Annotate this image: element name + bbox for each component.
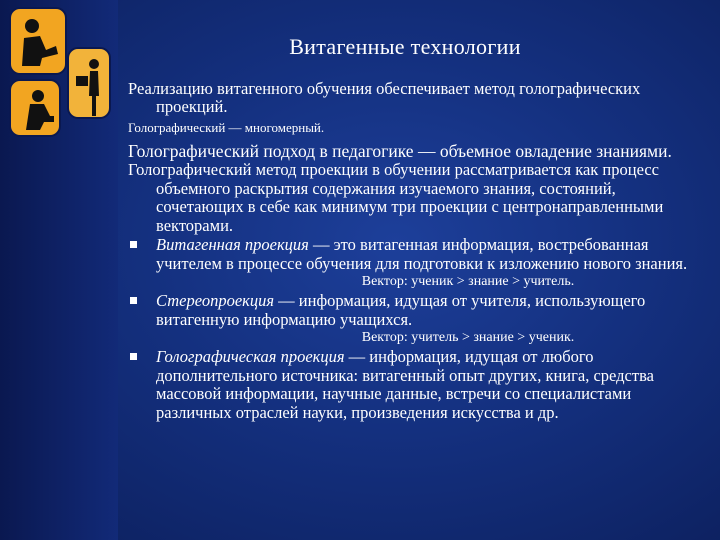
slide-title: Витагенные технологии — [289, 34, 521, 59]
vector-line: Вектор: ученик > знание > учитель. — [361, 274, 575, 289]
decorative-silhouettes — [6, 4, 114, 140]
slide-content — [128, 80, 698, 422]
bullet-square-icon — [130, 297, 137, 304]
bullet-item-vitagenic — [128, 236, 698, 273]
bullet-term: Голографическая проекция — [156, 347, 345, 366]
method-paragraph: Голографический метод проекции в обучении рассматривается как процесс объемного раскрытия содержания изучаемого знания, состояний, сочетающих в себе как минимум три проекции с центронаправленными векторами. — [128, 160, 664, 235]
sitting-person-icon — [10, 80, 60, 136]
bullet-text: — это витагенная информация, востребованная учителем в процессе обучения для подготовки к изложению нового знания. — [156, 235, 688, 273]
bullet-square-icon — [130, 353, 137, 360]
reading-person-icon — [10, 8, 66, 74]
vector-line: Вектор: учитель > знание > ученик. — [361, 330, 575, 345]
approach-paragraph: Голографический подход в педагогике — объемное овладение знаниями. — [128, 141, 672, 161]
bullet-text: — информация, идущая от учителя, использующего витагенную информацию учащихся. — [156, 291, 646, 329]
intro-paragraph: Реализацию витагенного обучения обеспечивает метод голографических проекций. — [128, 79, 641, 116]
bullet-square-icon — [130, 241, 137, 248]
definition-paragraph: Голографический — многомерный. — [128, 120, 325, 135]
bullet-item-stereo — [128, 292, 698, 329]
bullet-term: Витагенная проекция — [156, 235, 309, 254]
standing-person-icon — [68, 48, 110, 118]
bullet-text: — информация, идущая от любого дополнительного источника: витагенный опыт других, книга, средства массовой информации, научные данные, встречи со специалистами различных отраслей науки, произведения искусства и др. — [156, 347, 654, 422]
bullet-item-holographic — [128, 348, 698, 422]
bullet-term: Стереопроекция — [156, 291, 275, 310]
